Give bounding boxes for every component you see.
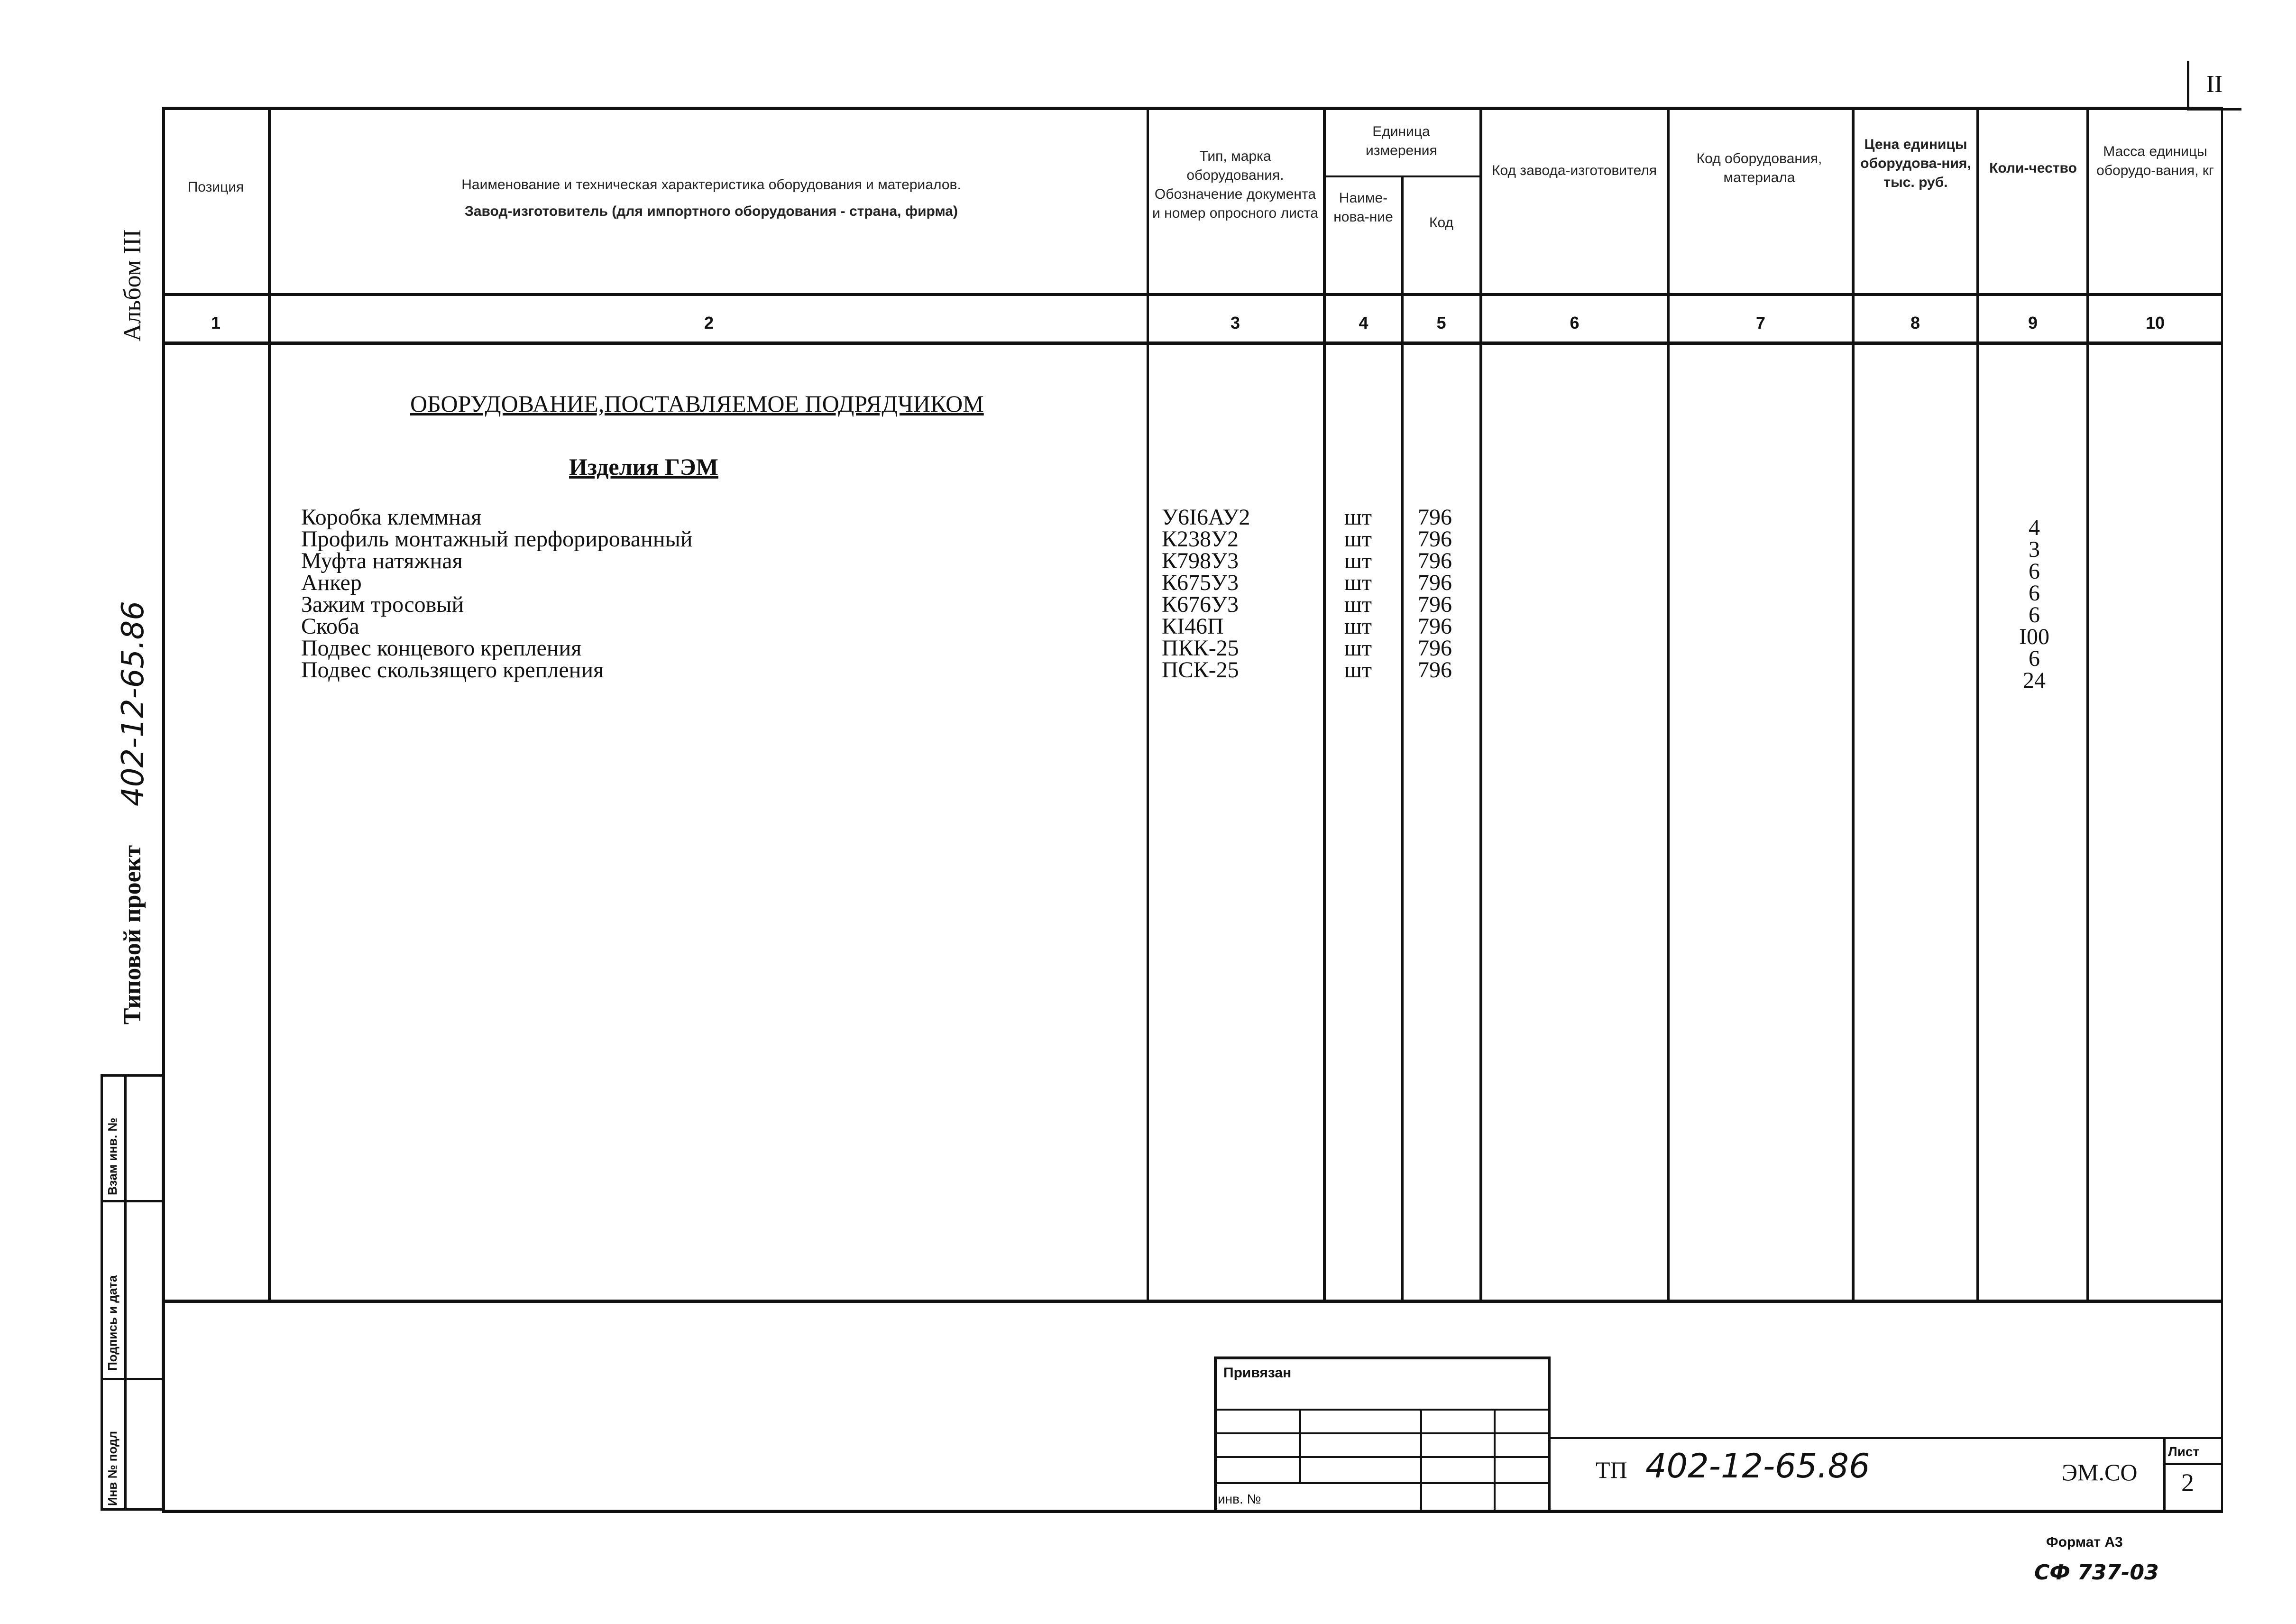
list-item: 796 [1418, 636, 1452, 661]
stamp-inv-podl: Инв № подл [105, 1430, 119, 1506]
inv-no-label: инв. № [1218, 1492, 1261, 1506]
numbers-bottom-line [162, 341, 2221, 345]
list-item: К238У2 [1162, 526, 1239, 552]
list-item: У6I6АУ2 [1162, 505, 1250, 530]
album-label: Альбом III [119, 229, 146, 341]
section-title: ОБОРУДОВАНИЕ,ПОСТАВЛЯЕМОЕ ПОДРЯДЧИКОМ [410, 390, 984, 417]
list-item: 6 [2029, 602, 2040, 627]
project-number-vertical: 402-12-65.86 [116, 601, 151, 806]
table-bottom-line [162, 1300, 2221, 1303]
left-stamp-inner-line [124, 1074, 127, 1511]
col2-header [285, 175, 1138, 221]
col2-header-line1: Наименование и техническая характеристика оборудования и материалов. [461, 177, 961, 193]
list-item: К675У3 [1162, 570, 1239, 595]
list-item: 6 [2029, 646, 2040, 671]
col6-number: 6 [1570, 313, 1580, 332]
list-item: 796 [1418, 548, 1452, 573]
doc-line-top [1551, 1437, 2221, 1439]
col5-number: 5 [1436, 313, 1446, 332]
list-item: 24 [2023, 668, 2046, 693]
list-item: К676У3 [1162, 592, 1239, 617]
project-label: Типовой проект [119, 845, 146, 1024]
stamp-code: СФ 737-03 [2034, 1560, 2159, 1585]
list-item: Профиль монтажный перфорированный [301, 526, 693, 552]
list-item: Зажим тросовый [301, 592, 464, 617]
col8-header: Цена единицы оборудова-ния, тыс. руб. [1860, 137, 1971, 190]
col8-number: 8 [1910, 313, 1920, 332]
item-quantities [1987, 517, 2082, 692]
col10-number: 10 [2145, 313, 2165, 332]
list-item: Подвес скользящего крепления [301, 657, 604, 683]
top-sheet-number: II [2206, 71, 2223, 98]
right-frame-edge [2221, 107, 2223, 1513]
item-types [1162, 507, 1250, 681]
list-item: 3 [2029, 537, 2040, 562]
stamp-vzam-inv: Взам инв. № [105, 1117, 119, 1195]
list-item: шт [1344, 614, 1372, 639]
list-item: шт [1344, 526, 1372, 552]
item-names [301, 507, 692, 681]
privyazan-label: Привязан [1223, 1365, 1292, 1381]
list-item: 796 [1418, 570, 1452, 595]
col2-header-line2: Завод-изготовитель (для импортного оборудования - страна, фирма) [465, 203, 958, 219]
list-item: 4 [2029, 515, 2040, 540]
item-codes [1418, 507, 1452, 681]
list-item: Коробка клеммная [301, 505, 482, 530]
list-item: шт [1344, 570, 1372, 595]
list-item: Муфта натяжная [301, 548, 463, 573]
list-item: 6 [2029, 559, 2040, 584]
list-item: 796 [1418, 657, 1452, 683]
col7-header: Код оборудования, материала [1696, 151, 1822, 185]
list-item: Подвес концевого крепления [301, 636, 582, 661]
subsection-title: Изделия ГЭМ [569, 453, 718, 480]
item-units [1344, 507, 1372, 681]
sheet-value: 2 [2181, 1468, 2194, 1497]
doc-number: 402-12-65.86 [1645, 1447, 1870, 1486]
list-item: 796 [1418, 505, 1452, 530]
header-bottom-line [162, 293, 2221, 296]
list-item: 796 [1418, 526, 1452, 552]
format-label: Формат А3 [2046, 1534, 2123, 1550]
col1-number: 1 [211, 313, 221, 332]
stamp-podpis-data: Подпись и дата [105, 1275, 119, 1371]
list-item: ПКК-25 [1162, 636, 1239, 661]
col6-header: Код завода-изготовителя [1491, 163, 1657, 178]
list-item: шт [1344, 657, 1372, 683]
list-item: Анкер [301, 570, 362, 595]
list-item: К798У3 [1162, 548, 1239, 573]
list-item: ПСК-25 [1162, 657, 1239, 683]
list-item: 6 [2029, 581, 2040, 606]
col10-header: Масса единицы оборудо-вания, кг [2096, 144, 2214, 178]
list-item: шт [1344, 505, 1372, 530]
col4-number: 4 [1359, 313, 1368, 332]
list-item: шт [1344, 548, 1372, 573]
col4-header: Наиме-нова-ние [1333, 190, 1393, 225]
list-item: I00 [2019, 624, 2049, 649]
col3-number: 3 [1230, 313, 1240, 332]
col9-number: 9 [2028, 313, 2038, 332]
col5-header: Код [1429, 215, 1453, 231]
doc-prefix: ТП [1596, 1457, 1627, 1483]
list-item: шт [1344, 636, 1372, 661]
list-item: Скоба [301, 614, 359, 639]
list-item: шт [1344, 592, 1372, 617]
unit-group-header: Единица измерения [1366, 124, 1437, 158]
list-item: КI46П [1162, 614, 1224, 639]
col7-number: 7 [1755, 313, 1766, 332]
list-item: 796 [1418, 592, 1452, 617]
col1-header: Позиция [187, 179, 244, 195]
col3-header: Тип, марка оборудования. Обозначение документа и номер опросного листа [1152, 148, 1318, 221]
list-item: 796 [1418, 614, 1452, 639]
col2-number: 2 [704, 313, 714, 332]
doc-mark: ЭМ.СО [2062, 1459, 2138, 1486]
sheet-label: Лист [2168, 1444, 2200, 1459]
col9-header: Коли-чество [1989, 160, 2077, 176]
